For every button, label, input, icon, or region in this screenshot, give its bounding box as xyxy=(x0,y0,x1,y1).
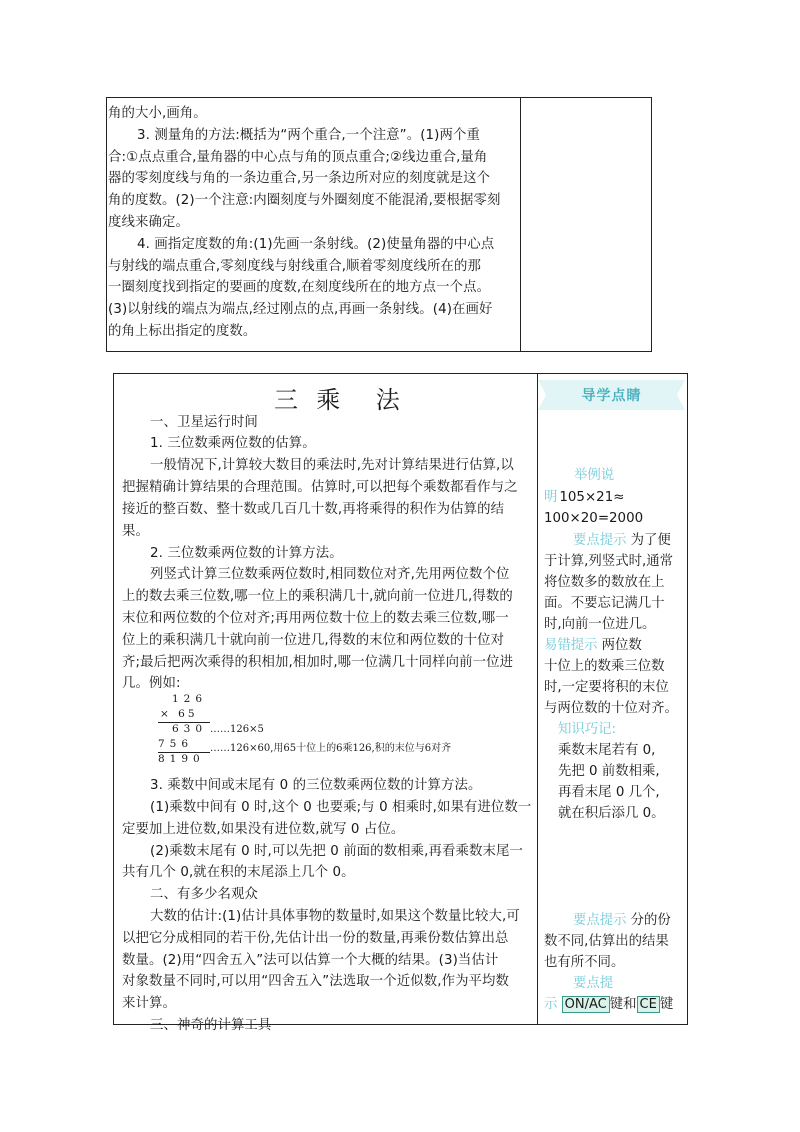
tip1-line-1 xyxy=(573,530,671,551)
text-line: 以把它分成相同的若干份,先估计出一份的数量,再乘份数估算出总 xyxy=(122,931,509,946)
error-text-4: 与两位数的十位对齐。 xyxy=(544,701,678,716)
text-line: 果。 xyxy=(122,524,149,539)
text-line: 2. 三位数乘两位数的计算方法。 xyxy=(150,546,343,561)
column-divider xyxy=(537,374,538,1024)
on-ac-key: ON/AC xyxy=(562,996,610,1013)
text-line: 位上的乘积满几十就向前一位进几,得数的末位和两位数的十位对 xyxy=(122,633,505,648)
text-line: 数量。(2)用“四舍五入”法可以估算一个大概的结果。(3)当估计 xyxy=(122,953,499,968)
tip1-text-5: 时,向前一位进几。 xyxy=(544,617,656,632)
text-line: 末位和两位数的个位对齐;再用两位数十位上的数去乘三位数,哪一 xyxy=(122,611,509,626)
key-connector: 键和 xyxy=(609,997,637,1012)
example-label-2: 明 xyxy=(544,490,558,505)
key-suffix: 键 xyxy=(659,997,674,1012)
ce-key: CE xyxy=(637,996,660,1013)
text-line: 上的数去乘三位数,哪一位上的乘积满几十,就向前一位进几,得数的 xyxy=(122,589,513,604)
main-table xyxy=(113,373,688,1033)
example-text-1: 105×21≈ xyxy=(559,490,625,505)
tip3-label-2: 示 xyxy=(544,997,558,1012)
calc-note-2: ……126×60,用65十位上的6乘126,积的末位与6对齐 xyxy=(210,743,452,754)
text-line: 度线来确定。 xyxy=(108,215,189,230)
error-label: 易错提示 xyxy=(544,638,598,653)
text-line: 对象数量不同时,可以用“四舍五入”法选取一个近似数,作为平均数 xyxy=(122,974,510,989)
text-line: 一、卫星运行时间 xyxy=(150,415,258,430)
text-line: 把握精确计算结果的合理范围。估算时,可以把每个乘数都看作与之 xyxy=(122,480,518,495)
text-line: 器的零刻度线与角的一条边重合,另一条边所对应的刻度就是这个 xyxy=(108,171,491,187)
example-line-1 xyxy=(544,487,624,508)
text-line: 接近的整百数、整十数或几百几十数,再将乘得的积作为估算的结 xyxy=(122,502,505,517)
example-label: 举例说 xyxy=(574,468,615,483)
example-text-2: 100×20=2000 xyxy=(544,511,644,526)
error-text-3: 时,一定要将积的末位 xyxy=(544,680,669,695)
text-line: 共有几个 0,就在积的末尾添上几个 0。 xyxy=(122,865,355,880)
tip1-text-1: 为了便 xyxy=(630,533,671,548)
memory-label: 知识巧记: xyxy=(558,722,617,737)
text-line: 一般情况下,计算较大数目的乘法时,先对计算结果进行估算,以 xyxy=(150,458,514,473)
text-line: 与射线的端点重合,零刻度线与射线重合,顺着零刻度线所在的那 xyxy=(108,258,481,274)
calc-row-1: 126 xyxy=(172,693,208,705)
tip2-label: 要点提示 xyxy=(573,913,627,928)
text-line: 1. 三位数乘两位数的估算。 xyxy=(150,436,316,451)
tip2-text-2: 数不同,估算出的结果 xyxy=(544,934,669,949)
page-title: 三 乘 法 xyxy=(274,386,401,414)
calc-row-4: 756 xyxy=(158,738,194,750)
text-line: 二、有多少名观众 xyxy=(150,887,258,902)
text-line: (2)乘数末尾有 0 时,可以先把 0 前面的数相乘,再看乘数末尾一 xyxy=(150,844,523,859)
memory-text-1: 乘数末尾若有 0, xyxy=(558,743,656,758)
text-line: 3. 测量角的方法:概括为“两个重合,一个注意”。(1)两个重 xyxy=(137,127,480,143)
text-line: (3)以射线的端点为端点,经过刚点的点,再画一条射线。(4)在画好 xyxy=(108,302,493,318)
tip2-line-1 xyxy=(573,910,671,931)
calc-note-1: ……126×5 xyxy=(210,724,264,735)
tip3-line xyxy=(544,994,673,1015)
memory-text-4: 就在积后添几 0。 xyxy=(558,806,665,821)
sidebar-banner: 导学点睛 xyxy=(538,380,685,410)
text-line: 角的度数。(2)一个注意:内圈刻度与外圈刻度不能混淆,要根据零刻 xyxy=(108,193,501,209)
text-line: (1)乘数中间有 0 时,这个 0 也要乘;与 0 相乘时,如果有进位数一 xyxy=(150,800,532,815)
tip1-text-3: 将位数多的数放在上 xyxy=(544,575,665,590)
error-line-1 xyxy=(544,635,642,656)
calc-row-5: 8190 xyxy=(158,753,205,765)
tip2-text-3: 也有所不同。 xyxy=(544,955,625,970)
tip2-text-1: 分的份 xyxy=(630,913,671,928)
text-line: 3. 乘数中间或末尾有 0 的三位数乘两位数的计算方法。 xyxy=(150,778,482,793)
text-line: 合:①点点重合,量角器的中心点与角的顶点重合;②线边重合,量角 xyxy=(108,149,488,165)
text-line: 列竖式计算三位数乘两位数时,相同数位对齐,先用两位数个位 xyxy=(150,567,510,582)
text-line: 来计算。 xyxy=(122,996,176,1011)
text-line: 4. 画指定度数的角:(1)先画一条射线。(2)使量角器的中心点 xyxy=(137,236,495,252)
error-text-2: 十位上的数乘三位数 xyxy=(544,659,665,674)
error-text-1: 两位数 xyxy=(601,638,642,653)
calc-row-2: × 65 xyxy=(160,708,198,720)
text-line: 几。例如: xyxy=(122,676,181,691)
tip3-label: 要点提 xyxy=(573,976,614,991)
tip1-text-2: 于计算,列竖式时,通常 xyxy=(544,554,674,569)
column-divider xyxy=(520,98,521,351)
tip1-text-4: 面。不要忘记满几十 xyxy=(544,596,665,611)
tip1-label: 要点提示 xyxy=(573,533,627,548)
memory-text-3: 再看末尾 0 几个, xyxy=(558,785,660,800)
memory-text-2: 先把 0 前数相乘, xyxy=(558,764,660,779)
text-line: 的角上标出指定的度数。 xyxy=(108,324,257,339)
calc-row-3: 630 xyxy=(172,723,208,735)
text-line: 大数的估计:(1)估计具体事物的数量时,如果这个数量比较大,可 xyxy=(150,909,520,924)
text-line: 三、神奇的计算工具 xyxy=(150,1018,272,1033)
top-table xyxy=(106,97,652,352)
text-line: 齐;最后把两次乘得的积相加,相加时,哪一位满几十同样向前一位进 xyxy=(122,655,514,670)
text-line: 一圈刻度找到指定的要画的度数,在刻度线所在的地方点一个点。 xyxy=(108,280,491,296)
text-line: 定要加上进位数,如果没有进位数,就写 0 占位。 xyxy=(122,822,405,837)
text-line: 角的大小,画角。 xyxy=(108,106,207,121)
